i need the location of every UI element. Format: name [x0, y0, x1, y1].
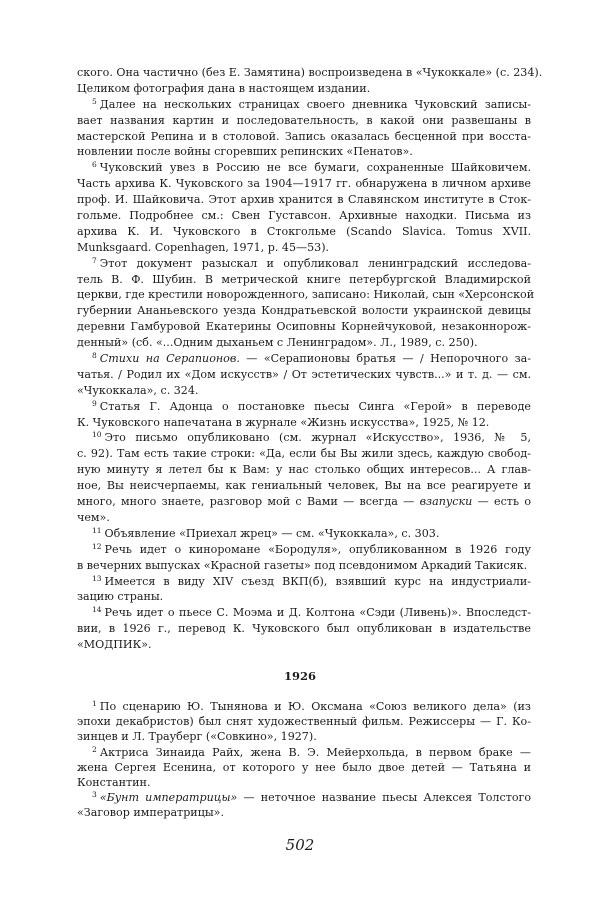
line-text: — неточное название пьесы Алексея Толстого — [237, 791, 531, 805]
line-text: мастерской Репина и в столовой. Запись оказалась бесценной при восста- — [77, 129, 531, 143]
line-text: — есть о — [472, 495, 531, 509]
footnote — [77, 430, 531, 525]
footnote-line — [77, 574, 531, 590]
footnote-line — [77, 510, 531, 526]
line-text: Речь идет о пьесе С. Моэма и Д. Колтона «Сэди (Ливень)». Впоследст- — [104, 606, 531, 620]
footnote-line — [77, 224, 531, 240]
footnote-line — [77, 446, 531, 462]
footnote-line — [77, 775, 531, 790]
line-text: Этот документ разыскал и опубликовал ленинградский исследова- — [99, 256, 531, 270]
line-text: проф. И. Шайковича. Этот архив хранится в Славянском институте в Сток- — [77, 193, 531, 207]
footnote — [77, 65, 543, 97]
footnote-line — [77, 383, 531, 399]
line-text: зацию страны. — [77, 590, 164, 604]
footnote-number: 9 — [92, 398, 97, 408]
section-heading-year: 1926 — [283, 669, 316, 683]
footnote-line — [77, 430, 531, 446]
line-text: Речь идет о кинороманe «Бородуля», опубликованном в 1926 году — [104, 542, 531, 556]
footnote-line — [77, 176, 531, 192]
footnote-number: 10 — [92, 430, 102, 440]
line-text: Объявление «Приехал жрец» — см. «Чукоккала», с. 303. — [104, 526, 440, 540]
line-text: гольме. Подробнее см.: Свен Густавсон. Архивные находки. Письма из — [77, 209, 531, 223]
footnote-line — [77, 605, 531, 621]
footnote-number: 1 — [92, 699, 97, 708]
footnote-line — [77, 729, 531, 744]
footnote-line — [77, 65, 543, 81]
line-text: Актриса Зинаида Райх, жена В. Э. Мейерхольда, в первом браке — — [99, 745, 531, 759]
line-text: Это письмо опубликовано (см. журнал «Искусство», 1936, № 5, — [104, 431, 531, 445]
footnote-number: 3 — [92, 790, 97, 800]
line-text: Статья Г. Адонца о постановке пьесы Синга «Герой» в переводе — [99, 399, 531, 413]
footnote — [77, 351, 531, 399]
line-text: «МОДПИК». — [77, 638, 152, 652]
footnotes-section-1926 — [77, 699, 531, 821]
line-text: ную минуту я летел бы к Вам: у нас столько общих интересов... А глав- — [77, 463, 531, 477]
footnote-line — [77, 240, 531, 256]
footnote — [77, 526, 531, 542]
footnote-number: 8 — [92, 351, 97, 361]
footnote-line — [77, 208, 531, 224]
line-text: Имеется в виду XIV съезд ВКП(б), взявший курс на индустриали- — [104, 574, 531, 588]
footnote-line — [77, 335, 531, 351]
footnote-line — [77, 760, 531, 775]
line-text: По сценарию Ю. Тынянова и Ю. Оксмана «Союз великого дела» (из — [99, 700, 531, 713]
footnote — [77, 605, 531, 653]
line-text: эпохи декабристов) был снят художественный фильм. Режиссеры — Г. Ко- — [77, 715, 531, 729]
footnote-line — [77, 81, 531, 97]
footnote-line — [77, 319, 531, 335]
line-text: Константин. — [77, 775, 151, 789]
line-text: вии, в 1926 г., перевод К. Чуковского был опубликован в издательстве — [77, 622, 531, 636]
line-text: вает названия картин и последовательность, в какой они развешаны в — [77, 113, 531, 127]
footnote-line — [77, 256, 531, 272]
line-text: чатья. / Родил их «Дом искусств» / От эстетических чувств...» и т. д. — см. — [77, 367, 531, 381]
footnote-number: 7 — [92, 255, 97, 265]
italic-text: взапуски — [419, 495, 473, 509]
footnote-line — [77, 589, 531, 605]
line-text: К. Чуковского напечатана в журнале «Жизнь искусства», 1925, № 12. — [77, 415, 490, 429]
footnote-line — [77, 790, 531, 805]
line-text: «Заговор императрицы». — [77, 806, 224, 820]
footnote — [77, 745, 531, 791]
footnote — [77, 160, 531, 255]
line-text: — «Серапионовы братья — / Непорочного за- — [239, 352, 531, 366]
footnote-line — [77, 351, 531, 367]
footnote-line — [77, 805, 531, 820]
footnote-number: 13 — [92, 573, 102, 583]
footnote-number: 11 — [92, 525, 102, 535]
footnote-line — [77, 272, 531, 288]
footnote-line — [77, 462, 531, 478]
footnote-line — [77, 494, 531, 510]
line-text: губернии Ананьевского уезда Кондратьевской волости украинской девицы — [77, 304, 531, 318]
page-number: 502 — [285, 836, 315, 854]
footnote-number: 14 — [92, 605, 102, 615]
line-text: Часть архива К. Чуковского за 1904—1917 гг. обнаружена в личном архиве — [77, 177, 531, 191]
line-text: в вечерних выпусках «Красной газеты» под псевдонимом Аркадий Такисяк. — [77, 558, 528, 572]
footnote-line — [77, 558, 531, 574]
footnote-line — [77, 478, 531, 494]
footnote-line — [77, 144, 531, 160]
footnote-line — [77, 367, 531, 383]
footnote-line — [77, 303, 531, 319]
line-text: Целиком фотография дана в настоящем издании. — [77, 81, 371, 95]
footnote-line — [77, 287, 535, 303]
line-text: денный» (сб. «...Одним дыханьем с Ленинградом». Л., 1989, с. 250). — [77, 336, 478, 350]
footnote — [77, 790, 531, 820]
footnote-number: 12 — [92, 541, 102, 551]
footnote — [77, 255, 535, 351]
footnote — [77, 97, 531, 161]
line-text: чем». — [77, 510, 110, 524]
line-text: тель В. Ф. Шубин. В метрической книге петербургской Владимирской — [77, 272, 531, 286]
line-text: много, много знаете, разговор мой с Вами — всегда — — [77, 495, 420, 509]
footnote-line — [77, 113, 531, 129]
footnote — [77, 399, 531, 431]
footnote-line — [77, 745, 531, 760]
line-text: ского. Она частично (без Е. Замятина) воспроизведена в «Чукоккале» (с. 234). — [77, 66, 543, 79]
line-text: церкви, где крестили новорожденного, записано: Николай, сын «Херсонской — [77, 288, 535, 302]
footnote-line — [77, 129, 531, 145]
line-text: ное, Вы неисчерпаемы, как гениальный человек, Вы на все реагируете и — [77, 479, 531, 493]
footnote-line — [77, 415, 531, 431]
footnote-line — [77, 542, 531, 558]
italic-text: «Бунт императрицы» — [99, 791, 238, 805]
footnote-line — [77, 621, 531, 637]
footnote-number: 5 — [92, 96, 97, 106]
line-text: Чуковский увез в Россию не все бумаги, сохраненные Шайковичем. — [99, 161, 531, 175]
line-text: архива К. И. Чуковского в Стокгольме (Scando Slavica. Tomus XVII. — [77, 224, 531, 238]
footnote-line — [77, 714, 531, 729]
footnote-line — [77, 399, 531, 415]
line-text: новлении после войны сгоревших репинских «Пенатов». — [77, 145, 413, 159]
footnote — [77, 542, 531, 574]
footnote-line — [77, 526, 531, 542]
footnote — [77, 574, 531, 606]
line-text: деревни Гамбуровой Екатерины Осиповны Корнейчуковой, незаконнорож- — [77, 320, 531, 334]
footnote — [77, 699, 531, 745]
footnote-line — [77, 97, 531, 113]
footnote-line — [77, 192, 531, 208]
line-text: «Чукоккала», с. 324. — [77, 383, 199, 397]
footnotes-section-1925 — [77, 65, 543, 653]
line-text: Munksgaard. Copenhagen, 1971, p. 45—53). — [77, 240, 330, 254]
line-text: с. 92). Там есть такие строки: «Да, если бы Вы жили здесь, каждую свобод- — [77, 447, 531, 461]
line-text: зинцев и Л. Трауберг («Совкино», 1927). — [77, 730, 317, 744]
footnote-line — [77, 160, 531, 176]
footnote-line — [77, 637, 531, 653]
footnote-line — [77, 699, 531, 714]
line-text: Далее на нескольких страницах своего дневника Чуковский записы- — [99, 97, 531, 111]
footnote-number: 6 — [92, 160, 97, 170]
footnote-number: 2 — [92, 744, 97, 754]
italic-text: Стихи на Серапионов. — [99, 352, 240, 366]
line-text: жена Сергея Есенина, от которого у нее было двое детей — Татьяна и — [77, 760, 531, 774]
